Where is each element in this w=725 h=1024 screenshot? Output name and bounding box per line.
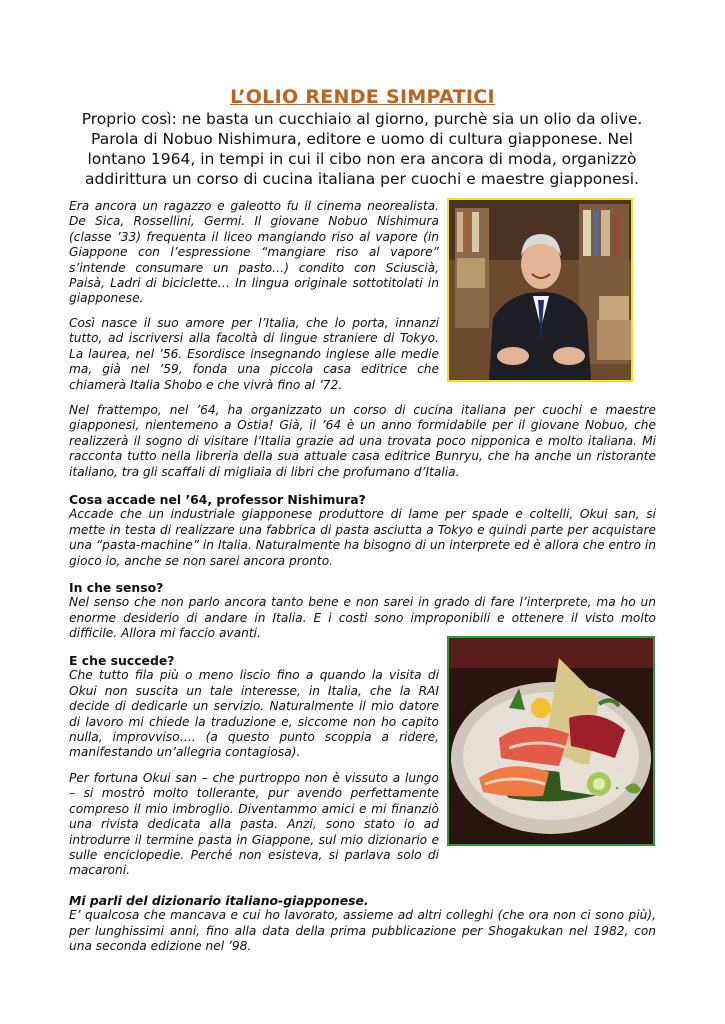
sashimi-photo: [447, 636, 655, 846]
answer-2: Nel senso che non parlo ancora tanto bene e non sarei in grado di fare l’interprete, ma ho un enorme desiderio di andare in Italia. E i costi sono improponibili e ottenere il visto molto difficile. Allora mi faccio avanti.: [69, 595, 656, 641]
paragraph-intro: Era ancora un ragazzo e galeotto fu il cinema neorealista. De Sica, Rossellini, Germi. Il giovane Nobuo Nishimura (classe ’33) frequenta il liceo mangiando riso al vapore (in Giappone con l’espressione “mangiare riso al vapore” s’intende consumare un pasto…) condito con Sciuscià, Paisà, Ladri di biciclette… In lingua originale sottotitolati in giapponese.: [69, 199, 439, 306]
question-3: E che succede?: [69, 653, 175, 668]
article-title: L’OLIO RENDE SIMPATICI: [230, 86, 495, 108]
answer-4: E’ qualcosa che mancava e cui ho lavorato, assieme ad altri colleghi (che ora non ci sono più), per lunghissimi anni, fino alla data della prima pubblicazione per Shogakukan nel 1982, con una seconda edizione nel ’98.: [69, 908, 656, 954]
qa-block-4: [69, 893, 656, 955]
answer-3: Che tutto fila più o meno liscio fino a quando la visita di Okui non suscita un tale interesse, in Italia, che la RAI decide di dedicarle un servizio. Naturalmente il mio datore di lavoro mi chiede la traduzione e, siccome non ho capito nulla, improvviso…. (a questo punto scoppia a ridere, manifestando un’allegria contagiosa).: [69, 668, 439, 760]
qa-block-3: [69, 653, 439, 761]
paragraph-okui-san: Per fortuna Okui san – che purtroppo non è vissuto a lungo – si mostrò molto tollerante, pur avendo perfettamente compreso il mio imbroglio. Diventammo amici e mi finanziò una rivista dedicata alla pasta. Anzi, sono stato io ad introdurre il termine pasta in Giappone, sul mio dizionario e sulle enciclopedie. Perché non esisteva, si parlava solo di macaroni.: [69, 771, 439, 878]
answer-1: Accade che un industriale giapponese produttore di lame per spade e coltelli, Okui san, si mette in testa di realizzare una fabbrica di pasta asciutta a Tokyo e quindi parte per acquistare una “pasta-machine” in Italia. Naturalmente ha bisogno di un interprete ed è allora che entro in gioco io, anche se non sarei ancora pronto.: [69, 507, 656, 568]
portrait-photo: [447, 198, 633, 382]
qa-block-2: [69, 580, 656, 642]
paragraph-cooking-course: Nel frattempo, nel ’64, ha organizzato un corso di cucina italiana per cuochi e maestre giapponesi, nientemeno a Ostia! Già, il ’64 è un anno formidabile per il giovane Nobuo, che realizzerà il sogno di visitare l’Italia grazie ad una trovata poco nipponica e molto italiana. Mi racconta tutto nella libreria della sua attuale casa editrice Bunryu, che ha anche un ristorante italiano, tra gli scaffali di migliaia di libri che profumano d’Italia.: [69, 403, 656, 479]
question-2: In che senso?: [69, 580, 164, 595]
qa-block-1: [69, 492, 656, 569]
article-subtitle: Proprio così: ne basta un cucchiaio al giorno, purchè sia un olio da olive. Parola di Nobuo Nishimura, editore e uomo di cultura giapponese. Nel lontano 1964, in tempi in cui il cibo non era ancora di moda, organizzò addirittura un corso di cucina italiana per cuochi e maestre giapponesi.: [81, 110, 643, 188]
question-1: Cosa accade nel ’64, professor Nishimura?: [69, 492, 366, 507]
question-4: Mi parli del dizionario italiano-giapponese.: [69, 893, 369, 908]
paragraph-love-italy: Così nasce il suo amore per l’Italia, che lo porta, innanzi tutto, ad iscriversi alla facoltà di lingue straniere di Tokyo. La laurea, nel ’56. Esordisce insegnando inglese alle medie ma, già nel ’59, fonda una piccola casa editrice che chiamerà Italia Shobo e che vivrà fino al ’72.: [69, 316, 439, 392]
